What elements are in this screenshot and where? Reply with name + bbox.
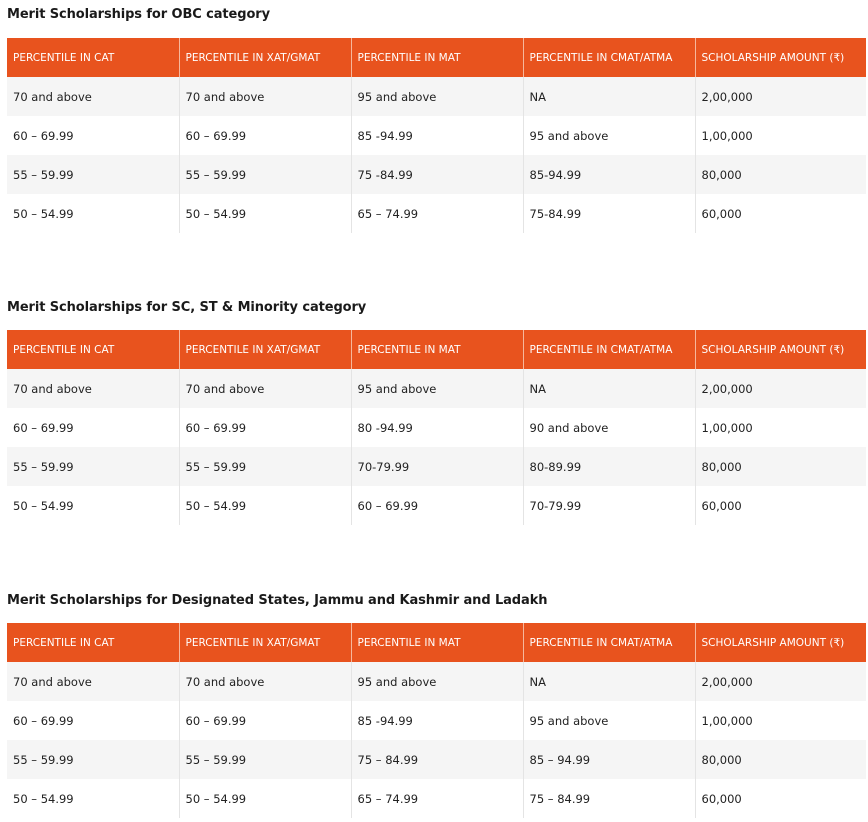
- column-header-scholarship-amount: SCHOLARSHIP AMOUNT (₹): [695, 38, 866, 77]
- table-cell: 60,000: [695, 779, 866, 818]
- table-cell: 2,00,000: [695, 369, 866, 408]
- column-header-xat-gmat: PERCENTILE IN XAT/GMAT: [179, 38, 351, 77]
- table-row: [7, 447, 866, 486]
- table-cell: 85 -94.99: [351, 701, 523, 740]
- table-header-row: [7, 38, 866, 77]
- column-header-mat: PERCENTILE IN MAT: [351, 38, 523, 77]
- table-cell: 85-94.99: [523, 155, 695, 194]
- column-header-cmat-atma: PERCENTILE IN CMAT/ATMA: [523, 623, 695, 662]
- table-cell: 55 – 59.99: [7, 447, 179, 486]
- table-header-row: [7, 330, 866, 369]
- column-header-xat-gmat: PERCENTILE IN XAT/GMAT: [179, 623, 351, 662]
- table-cell: 70 and above: [179, 662, 351, 701]
- table-row: [7, 486, 866, 525]
- table-cell: 70 and above: [179, 77, 351, 116]
- table-cell: 95 and above: [351, 77, 523, 116]
- column-header-cat: PERCENTILE IN CAT: [7, 623, 179, 662]
- table-cell: 1,00,000: [695, 701, 866, 740]
- section-title: Merit Scholarships for OBC category: [7, 7, 270, 22]
- scholarship-table-obc: [7, 38, 866, 233]
- column-header-xat-gmat: PERCENTILE IN XAT/GMAT: [179, 330, 351, 369]
- table-cell: 50 – 54.99: [7, 194, 179, 233]
- table-cell: 50 – 54.99: [179, 486, 351, 525]
- table-row: [7, 155, 866, 194]
- table-cell: 70 and above: [179, 369, 351, 408]
- table-cell: 60,000: [695, 486, 866, 525]
- table-cell: 75 – 84.99: [351, 740, 523, 779]
- table-cell: 95 and above: [523, 701, 695, 740]
- table-cell: 1,00,000: [695, 116, 866, 155]
- table-row: [7, 77, 866, 116]
- table-row: [7, 779, 866, 818]
- column-header-mat: PERCENTILE IN MAT: [351, 330, 523, 369]
- column-header-mat: PERCENTILE IN MAT: [351, 623, 523, 662]
- table-row: [7, 369, 866, 408]
- table-header-row: [7, 623, 866, 662]
- table-cell: 60,000: [695, 194, 866, 233]
- table-row: [7, 194, 866, 233]
- table-cell: 80 -94.99: [351, 408, 523, 447]
- table-cell: 55 – 59.99: [7, 155, 179, 194]
- table-cell: 50 – 54.99: [179, 194, 351, 233]
- table-cell: 55 – 59.99: [179, 447, 351, 486]
- table-cell: 60 – 69.99: [179, 701, 351, 740]
- table-row: [7, 408, 866, 447]
- table-cell: 70 and above: [7, 369, 179, 408]
- table-cell: 75-84.99: [523, 194, 695, 233]
- table-cell: 80,000: [695, 740, 866, 779]
- column-header-cmat-atma: PERCENTILE IN CMAT/ATMA: [523, 38, 695, 77]
- column-header-cat: PERCENTILE IN CAT: [7, 330, 179, 369]
- table-cell: 60 – 69.99: [7, 408, 179, 447]
- table-cell: NA: [523, 662, 695, 701]
- table-cell: 55 – 59.99: [179, 740, 351, 779]
- section-title: Merit Scholarships for Designated States, Jammu and Kashmir and Ladakh: [7, 593, 548, 608]
- table-cell: 75 – 84.99: [523, 779, 695, 818]
- column-header-scholarship-amount: SCHOLARSHIP AMOUNT (₹): [695, 623, 866, 662]
- scholarship-table-sc-st-minority: [7, 330, 866, 525]
- table-cell: 70-79.99: [351, 447, 523, 486]
- table-cell: 85 -94.99: [351, 116, 523, 155]
- table-cell: 60 – 69.99: [7, 116, 179, 155]
- table-cell: 55 – 59.99: [179, 155, 351, 194]
- table-row: [7, 662, 866, 701]
- table-cell: 85 – 94.99: [523, 740, 695, 779]
- table-cell: 60 – 69.99: [179, 116, 351, 155]
- table-cell: 75 -84.99: [351, 155, 523, 194]
- table-cell: 50 – 54.99: [179, 779, 351, 818]
- table-cell: 2,00,000: [695, 77, 866, 116]
- table-cell: 90 and above: [523, 408, 695, 447]
- table-row: [7, 701, 866, 740]
- table-cell: 70 and above: [7, 77, 179, 116]
- table-cell: 70-79.99: [523, 486, 695, 525]
- table-cell: 70 and above: [7, 662, 179, 701]
- table-cell: 50 – 54.99: [7, 486, 179, 525]
- column-header-cmat-atma: PERCENTILE IN CMAT/ATMA: [523, 330, 695, 369]
- table-cell: 50 – 54.99: [7, 779, 179, 818]
- table-cell: 60 – 69.99: [179, 408, 351, 447]
- table-cell: 60 – 69.99: [7, 701, 179, 740]
- table-cell: NA: [523, 77, 695, 116]
- column-header-cat: PERCENTILE IN CAT: [7, 38, 179, 77]
- table-cell: 60 – 69.99: [351, 486, 523, 525]
- table-cell: 2,00,000: [695, 662, 866, 701]
- table-cell: 95 and above: [351, 662, 523, 701]
- section-title: Merit Scholarships for SC, ST & Minority category: [7, 300, 367, 315]
- table-row: [7, 116, 866, 155]
- table-cell: 80,000: [695, 447, 866, 486]
- column-header-scholarship-amount: SCHOLARSHIP AMOUNT (₹): [695, 330, 866, 369]
- table-cell: 65 – 74.99: [351, 779, 523, 818]
- table-cell: 95 and above: [523, 116, 695, 155]
- table-row: [7, 740, 866, 779]
- table-cell: 55 – 59.99: [7, 740, 179, 779]
- scholarship-table-designated-states: [7, 623, 866, 818]
- table-cell: 1,00,000: [695, 408, 866, 447]
- table-cell: 95 and above: [351, 369, 523, 408]
- table-cell: NA: [523, 369, 695, 408]
- table-cell: 65 – 74.99: [351, 194, 523, 233]
- table-cell: 80,000: [695, 155, 866, 194]
- table-cell: 80-89.99: [523, 447, 695, 486]
